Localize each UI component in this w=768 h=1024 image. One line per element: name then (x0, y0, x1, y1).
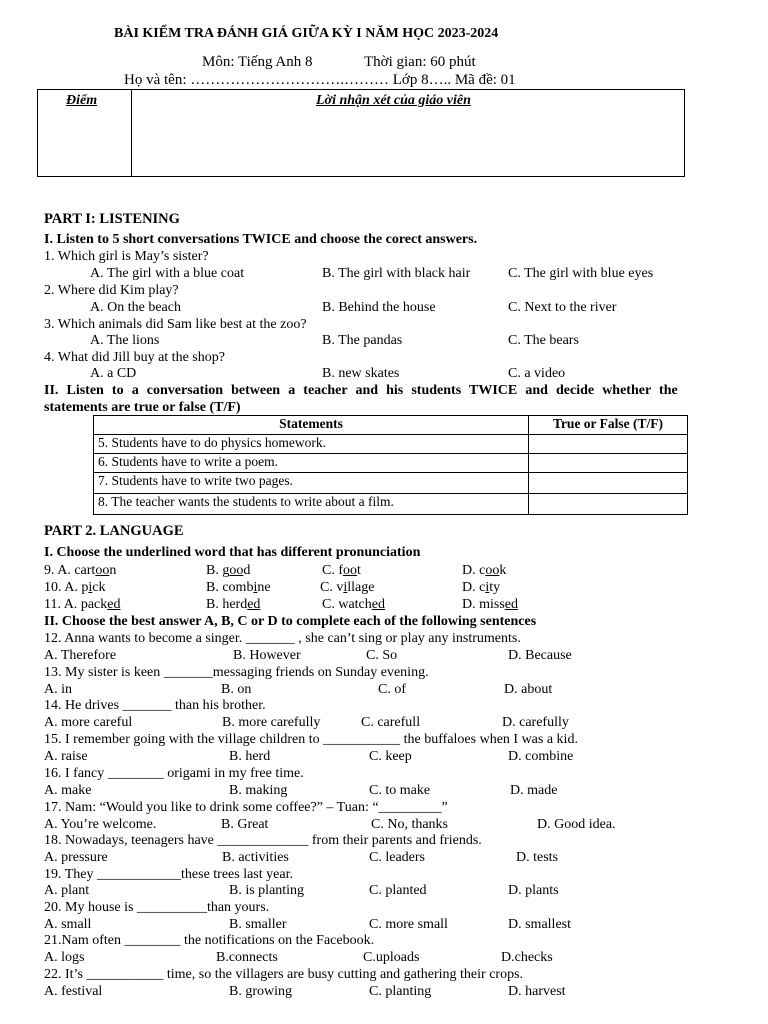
answer-option: A. make (44, 783, 92, 798)
answer-option: C. a video (508, 366, 566, 381)
grade-box-divider (131, 90, 132, 176)
pron-option: B. herded (206, 597, 261, 612)
statement-cell: 7. Students have to write two pages. (94, 473, 529, 494)
teacher-comment-label: Lời nhận xét của giáo viên (316, 93, 471, 108)
answer-option: C. keep (369, 749, 412, 764)
pron-option: C. village (320, 580, 375, 595)
answer-option: A. The lions (90, 333, 160, 348)
answer-option: D. combine (508, 749, 574, 764)
answer-option: B. new skates (322, 366, 400, 381)
answer-option: A. plant (44, 883, 90, 898)
pron-option: B. combine (206, 580, 271, 595)
answer-cell[interactable] (529, 473, 688, 494)
answer-option: C. The girl with blue eyes (508, 266, 654, 281)
question-text: 19. They ____________these trees last year. (44, 867, 293, 882)
pron-option: D. cook (462, 563, 507, 578)
answer-option: A. You’re welcome. (44, 817, 157, 832)
question-text: 18. Nowadays, teenagers have _____________ from their parents and friends. (44, 833, 482, 848)
answer-option: A. logs (44, 950, 85, 965)
answer-cell[interactable] (529, 454, 688, 473)
true-false-table (93, 415, 688, 515)
answer-option: D. made (510, 783, 558, 798)
subject-label: Môn: Tiếng Anh 8 (202, 54, 313, 70)
answer-option: A. Therefore (44, 648, 117, 663)
score-label: Điểm (66, 93, 98, 108)
answer-option: C. leaders (369, 850, 425, 865)
statement-cell: 5. Students have to do physics homework. (94, 435, 529, 454)
answer-option: B. activities (222, 850, 289, 865)
answer-option: B. herd (229, 749, 271, 764)
table-row (94, 454, 688, 473)
answer-cell[interactable] (529, 494, 688, 515)
answer-option: B. making (229, 783, 288, 798)
answer-option: A. festival (44, 984, 103, 999)
answer-option: A. pressure (44, 850, 108, 865)
pron-option: 11. A. packed (44, 597, 121, 612)
pron-option: C. foot (322, 563, 361, 578)
question-text: 1. Which girl is May’s sister? (44, 249, 209, 264)
student-info-line: Họ và tên: ………………………….……… Lớp 8….. Mã đề: 01 (124, 72, 516, 88)
answer-option: D. Good idea. (537, 817, 616, 832)
time-label: Thời gian: 60 phút (364, 54, 476, 70)
table-row (94, 473, 688, 494)
part1-sec2-instruction-line1: II. Listen to a conversation between a teacher and his students TWICE and decide whether the (44, 383, 678, 398)
answer-option: B. on (221, 682, 252, 697)
table-header-statements: Statements (94, 416, 529, 435)
answer-option: C. of (378, 682, 406, 697)
part1-sec2-instruction-line2: statements are true or false (T/F) (44, 400, 241, 415)
table-row (94, 435, 688, 454)
answer-cell[interactable] (529, 435, 688, 454)
question-text: 4. What did Jill buy at the shop? (44, 350, 225, 365)
pron-option: C. watched (322, 597, 385, 612)
answer-option: D. harvest (508, 984, 566, 999)
answer-option: C. Next to the river (508, 300, 617, 315)
part2-heading: PART 2. LANGUAGE (44, 523, 184, 539)
answer-option: A. a CD (90, 366, 137, 381)
statement-cell: 6. Students have to write a poem. (94, 454, 529, 473)
answer-option: A. raise (44, 749, 88, 764)
statement-cell: 8. The teacher wants the students to write about a film. (94, 494, 529, 515)
answer-option: C. The bears (508, 333, 579, 348)
question-text: 12. Anna wants to become a singer. _______ , she can’t sing or play any instruments. (44, 631, 521, 646)
answer-option: D. plants (508, 883, 559, 898)
pron-option: 10. A. pick (44, 580, 106, 595)
answer-option: C. No, thanks (371, 817, 448, 832)
question-text: 13. My sister is keen _______messaging friends on Sunday evening. (44, 665, 429, 680)
answer-option: C.uploads (363, 950, 420, 965)
answer-option: C. more small (369, 917, 448, 932)
answer-option: C. So (366, 648, 398, 663)
grade-box (37, 89, 685, 177)
answer-option: A. small (44, 917, 92, 932)
answer-option: D. about (504, 682, 553, 697)
part2-sec1-instruction: I. Choose the underlined word that has different pronunciation (44, 545, 421, 560)
question-text: 3. Which animals did Sam like best at the zoo? (44, 317, 307, 332)
answer-option: D.checks (501, 950, 553, 965)
part2-sec2-instruction: II. Choose the best answer A, B, C or D to complete each of the following sentences (44, 614, 537, 629)
question-text: 16. I fancy ________ origami in my free time. (44, 766, 304, 781)
answer-option: A. in (44, 682, 72, 697)
question-text: 21.Nam often ________ the notifications on the Facebook. (44, 933, 375, 948)
answer-option: C. planted (369, 883, 427, 898)
question-text: 22. It’s ___________ time, so the villagers are busy cutting and gathering their crops. (44, 967, 524, 982)
answer-option: D. Because (508, 648, 572, 663)
answer-option: B. The girl with black hair (322, 266, 471, 281)
answer-option: B. The pandas (322, 333, 403, 348)
answer-option: B.connects (216, 950, 278, 965)
answer-option: B. more carefully (222, 715, 321, 730)
question-text: 2. Where did Kim play? (44, 283, 179, 298)
table-header-true-false: True or False (T/F) (529, 416, 688, 435)
question-text: 15. I remember going with the village children to ___________ the buffaloes when I was a kid. (44, 732, 578, 747)
part1-sec1-instruction: I. Listen to 5 short conversations TWICE and choose the corect answers. (44, 232, 478, 247)
answer-option: B. growing (229, 984, 292, 999)
part1-heading: PART I: LISTENING (44, 211, 180, 227)
answer-option: D. carefully (502, 715, 569, 730)
answer-option: C. to make (369, 783, 431, 798)
answer-option: B. Behind the house (322, 300, 436, 315)
answer-option: C. carefull (361, 715, 421, 730)
pron-option: D. missed (462, 597, 519, 612)
question-text: 14. He drives _______ than his brother. (44, 698, 266, 713)
answer-option: D. smallest (508, 917, 571, 932)
answer-option: C. planting (369, 984, 432, 999)
question-text: 20. My house is __________than yours. (44, 900, 270, 915)
answer-option: B. smaller (229, 917, 287, 932)
answer-option: A. The girl with a blue coat (90, 266, 245, 281)
answer-option: B. However (233, 648, 301, 663)
answer-option: B. Great (221, 817, 269, 832)
answer-option: D. tests (516, 850, 558, 865)
question-text: 17. Nam: “Would you like to drink some coffee?” – Tuan: “_________” (44, 800, 448, 815)
pron-option: 9. A. cartoon (44, 563, 117, 578)
pron-option: D. city (462, 580, 501, 595)
answer-option: A. On the beach (90, 300, 181, 315)
answer-option: A. more careful (44, 715, 133, 730)
pron-option: B. good (206, 563, 251, 578)
exam-title: BÀI KIỂM TRA ĐÁNH GIÁ GIỮA KỲ I NĂM HỌC 2023-2024 (114, 26, 499, 41)
table-row (94, 494, 688, 515)
answer-option: B. is planting (229, 883, 305, 898)
